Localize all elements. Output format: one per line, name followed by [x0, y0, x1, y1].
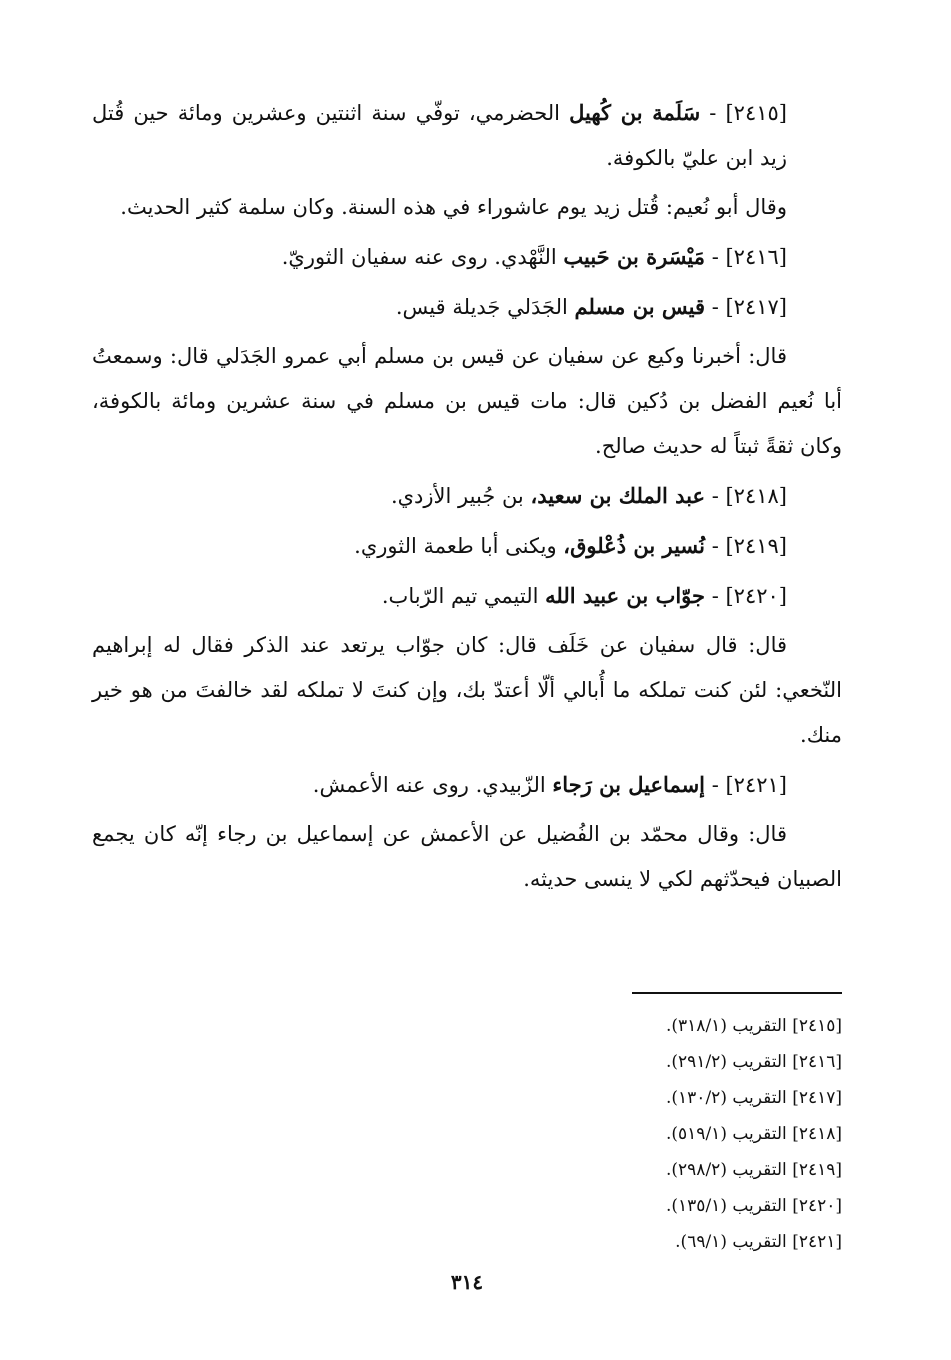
footnote: [٢٤١٦] التقريب (٢٩١/٢).	[666, 1052, 842, 1072]
narrator-name: عبد الملك بن سعيد،	[530, 483, 706, 508]
footnote: [٢٤١٨] التقريب (٥١٩/١).	[666, 1124, 842, 1144]
footnote: [٢٤١٩] التقريب (٢٩٨/٢).	[666, 1160, 842, 1180]
entry-text: ويكنى أبا طعمة الثوري.	[354, 534, 557, 558]
narrator-name: سَلَمة بن كُهيل	[569, 100, 701, 125]
entry-text: النَّهْدي. روى عنه سفيان الثوريّ.	[281, 245, 557, 269]
entry-number: [٢٤١٩] -	[711, 534, 787, 558]
entry-text: الزّبيدي. روى عنه الأعمش.	[312, 773, 546, 797]
footnote: [٢٤٢١] التقريب (٦٩/١).	[675, 1232, 842, 1252]
entry-text: التيمي تيم الرّباب.	[381, 584, 539, 608]
entry-number: [٢٤١٨] -	[711, 484, 787, 508]
entry-number: [٢٤٢١] -	[711, 773, 787, 797]
entry-number: [٢٤١٥] -	[709, 101, 787, 125]
entry-text: الجَدَلي جَديلة قيس.	[395, 295, 568, 319]
page-number: ٣١٤	[450, 1270, 484, 1294]
footnote: [٢٤١٥] التقريب (٣١٨/١).	[666, 1016, 842, 1036]
entry-2420	[92, 573, 842, 619]
entry-number: [٢٤٢٠] -	[711, 584, 787, 608]
entry-number: [٢٤١٦] -	[711, 245, 787, 269]
paragraph: وقال أبو نُعيم: قُتل زيد يوم عاشوراء في هذه السنة. وكان سلمة كثير الحديث.	[120, 195, 787, 219]
narrator-name: نُسير بن ذُعْلوق،	[563, 533, 706, 558]
entry-2415	[92, 90, 842, 181]
narrator-name: قيس بن مسلم	[574, 294, 706, 319]
narrator-name: جوّاب بن عبيد الله	[545, 583, 706, 608]
document-page	[92, 90, 842, 1330]
footnotes	[632, 992, 842, 1260]
footnote: [٢٤٢٠] التقريب (١٣٥/١).	[666, 1196, 842, 1216]
footnote: [٢٤١٧] التقريب (١٣٠/٢).	[666, 1088, 842, 1108]
entry-2417	[92, 284, 842, 330]
entry-2416	[92, 234, 842, 280]
narrator-name: إسماعيل بن رَجاء	[552, 772, 706, 797]
entry-2421	[92, 762, 842, 808]
paragraph: قال: أخبرنا وكيع عن سفيان عن قيس بن مسلم أبي عمرو الجَدَلي قال: وسمعتُ أبا نُعيم الفضل بن دُكين قال: مات قيس بن مسلم في سنة عشرين ومائة بالكوفة، وكان ثقةً ثبتاً له حديث صالح.	[92, 344, 842, 458]
entry-text: الحضرمي، توفّي سنة اثنتين وعشرين ومائة حين قُتل زيد ابن عليّ بالكوفة.	[92, 101, 787, 170]
paragraph: قال: قال سفيان عن خَلَف قال: كان جوّاب يرتعد عند الذكر فقال له إبراهيم النّخعي: لئن كنت تملكه ما أُبالي ألّا أعتدّ بك، وإن كنتَ لا تملكه لقد خالفتَ من هو خير منك.	[92, 633, 842, 747]
narrator-name: مَيْسَرة بن حَبيب	[563, 244, 706, 269]
entry-number: [٢٤١٧] -	[711, 295, 787, 319]
entry-text: بن جُبير الأزدي.	[390, 484, 524, 508]
entry-2418	[92, 473, 842, 519]
entry-2419	[92, 523, 842, 569]
paragraph: قال: وقال محمّد بن الفُضيل عن الأعمش عن إسماعيل بن رجاء إنّه كان يجمع الصبيان فيحدّثهم لكي لا ينسى حديثه.	[92, 822, 842, 891]
